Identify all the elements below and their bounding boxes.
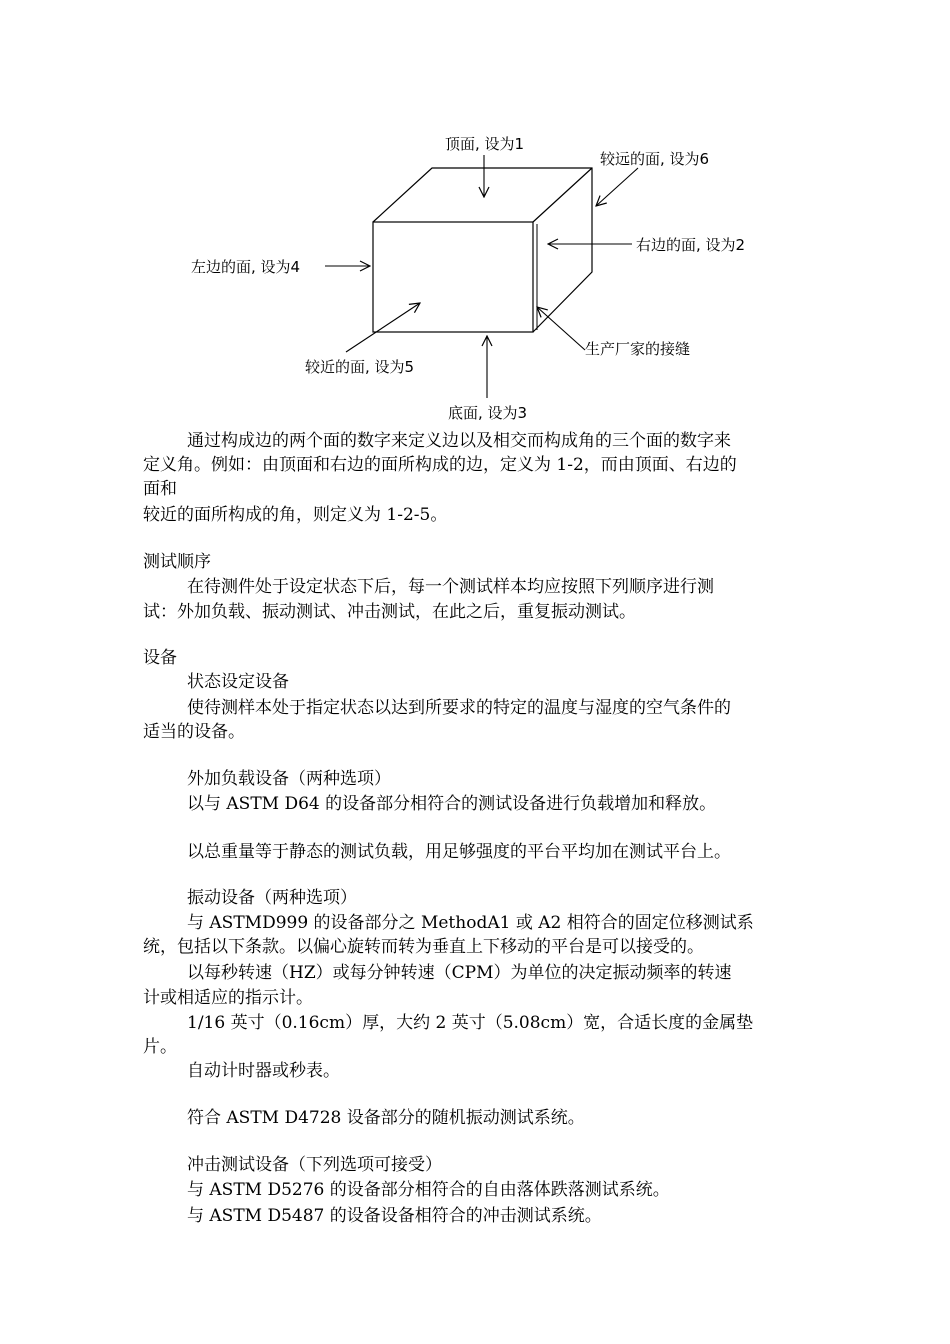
paragraph-definition-line-4: 较近的面所构成的角，则定义为 1-2-5。: [143, 505, 448, 525]
far-face-arrow: [596, 168, 638, 206]
paragraph-test-order-line-2: 试：外加负载、振动测试、冲击测试，在此之后，重复振动测试。: [143, 602, 636, 622]
box-face-diagram: [0, 0, 950, 425]
heading-shock-equipment: 冲击测试设备（下列选项可接受）: [187, 1155, 442, 1175]
heading-load-equipment: 外加负载设备（两种选项）: [187, 769, 391, 789]
paragraph-shock-option-1: 与 ASTM D5276 的设备部分相符合的自由落体跌落测试系统。: [187, 1180, 670, 1200]
paragraph-vibration-line-1: 与 ASTMD999 的设备部分之 MethodA1 或 A2 相符合的固定位移测试系: [187, 913, 754, 933]
box-outline: [373, 168, 592, 332]
paragraph-definition-line-1: 通过构成边的两个面的数字来定义边以及相交而构成角的三个面的数字来: [187, 431, 731, 451]
paragraph-load-option-1: 以与 ASTM D64 的设备部分相符合的测试设备进行负载增加和释放。: [187, 794, 717, 814]
paragraph-conditioning-line-1: 使待测样本处于指定状态以达到所要求的特定的温度与湿度的空气条件的: [187, 698, 731, 718]
paragraph-tachometer-line-1: 以每秒转速（HZ）或每分钟转速（CPM）为单位的决定振动频率的转速: [187, 963, 732, 983]
near-face-label: 较近的面, 设为5: [305, 358, 415, 376]
paragraph-load-option-2: 以总重量等于静态的测试负载，用足够强度的平台平均加在测试平台上。: [187, 842, 731, 862]
heading-conditioning-equipment: 状态设定设备: [187, 672, 289, 692]
paragraph-definition-line-3: 面和: [143, 479, 177, 499]
right-face-label: 右边的面, 设为2: [636, 236, 746, 254]
paragraph-conditioning-line-2: 适当的设备。: [143, 722, 245, 742]
paragraph-shock-option-2: 与 ASTM D5487 的设备设备相符合的冲击测试系统。: [187, 1206, 602, 1226]
seam-label: 生产厂家的接缝: [585, 340, 691, 358]
paragraph-tachometer-line-2: 计或相适应的指示计。: [143, 988, 313, 1008]
paragraph-shim-line-2: 片。: [143, 1037, 177, 1057]
seam-arrow: [537, 307, 585, 350]
heading-equipment: 设备: [143, 648, 177, 668]
paragraph-timer: 自动计时器或秒表。: [187, 1061, 340, 1081]
paragraph-test-order-line-1: 在待测件处于设定状态下后，每一个测试样本均应按照下列顺序进行测: [187, 577, 714, 597]
left-face-label: 左边的面, 设为4: [191, 258, 301, 276]
paragraph-vibration-line-2: 统，包括以下条款。以偏心旋转而转为垂直上下移动的平台是可以接受的。: [143, 937, 704, 957]
near-face-arrow: [346, 303, 420, 352]
paragraph-shim-line-1: 1/16 英寸（0.16cm）厚，大约 2 英寸（5.08cm）宽，合适长度的金属垫: [187, 1013, 754, 1033]
heading-vibration-equipment: 振动设备（两种选项）: [187, 888, 357, 908]
paragraph-definition-line-2: 定义角。例如：由顶面和右边的面所构成的边，定义为 1-2，而由顶面、右边的: [143, 455, 737, 475]
paragraph-random-vibration: 符合 ASTM D4728 设备部分的随机振动测试系统。: [187, 1108, 585, 1128]
far-face-label: 较远的面, 设为6: [600, 150, 710, 168]
bottom-face-label: 底面, 设为3: [448, 404, 528, 422]
top-face-label: 顶面, 设为1: [445, 135, 525, 153]
heading-test-order: 测试顺序: [143, 552, 211, 572]
